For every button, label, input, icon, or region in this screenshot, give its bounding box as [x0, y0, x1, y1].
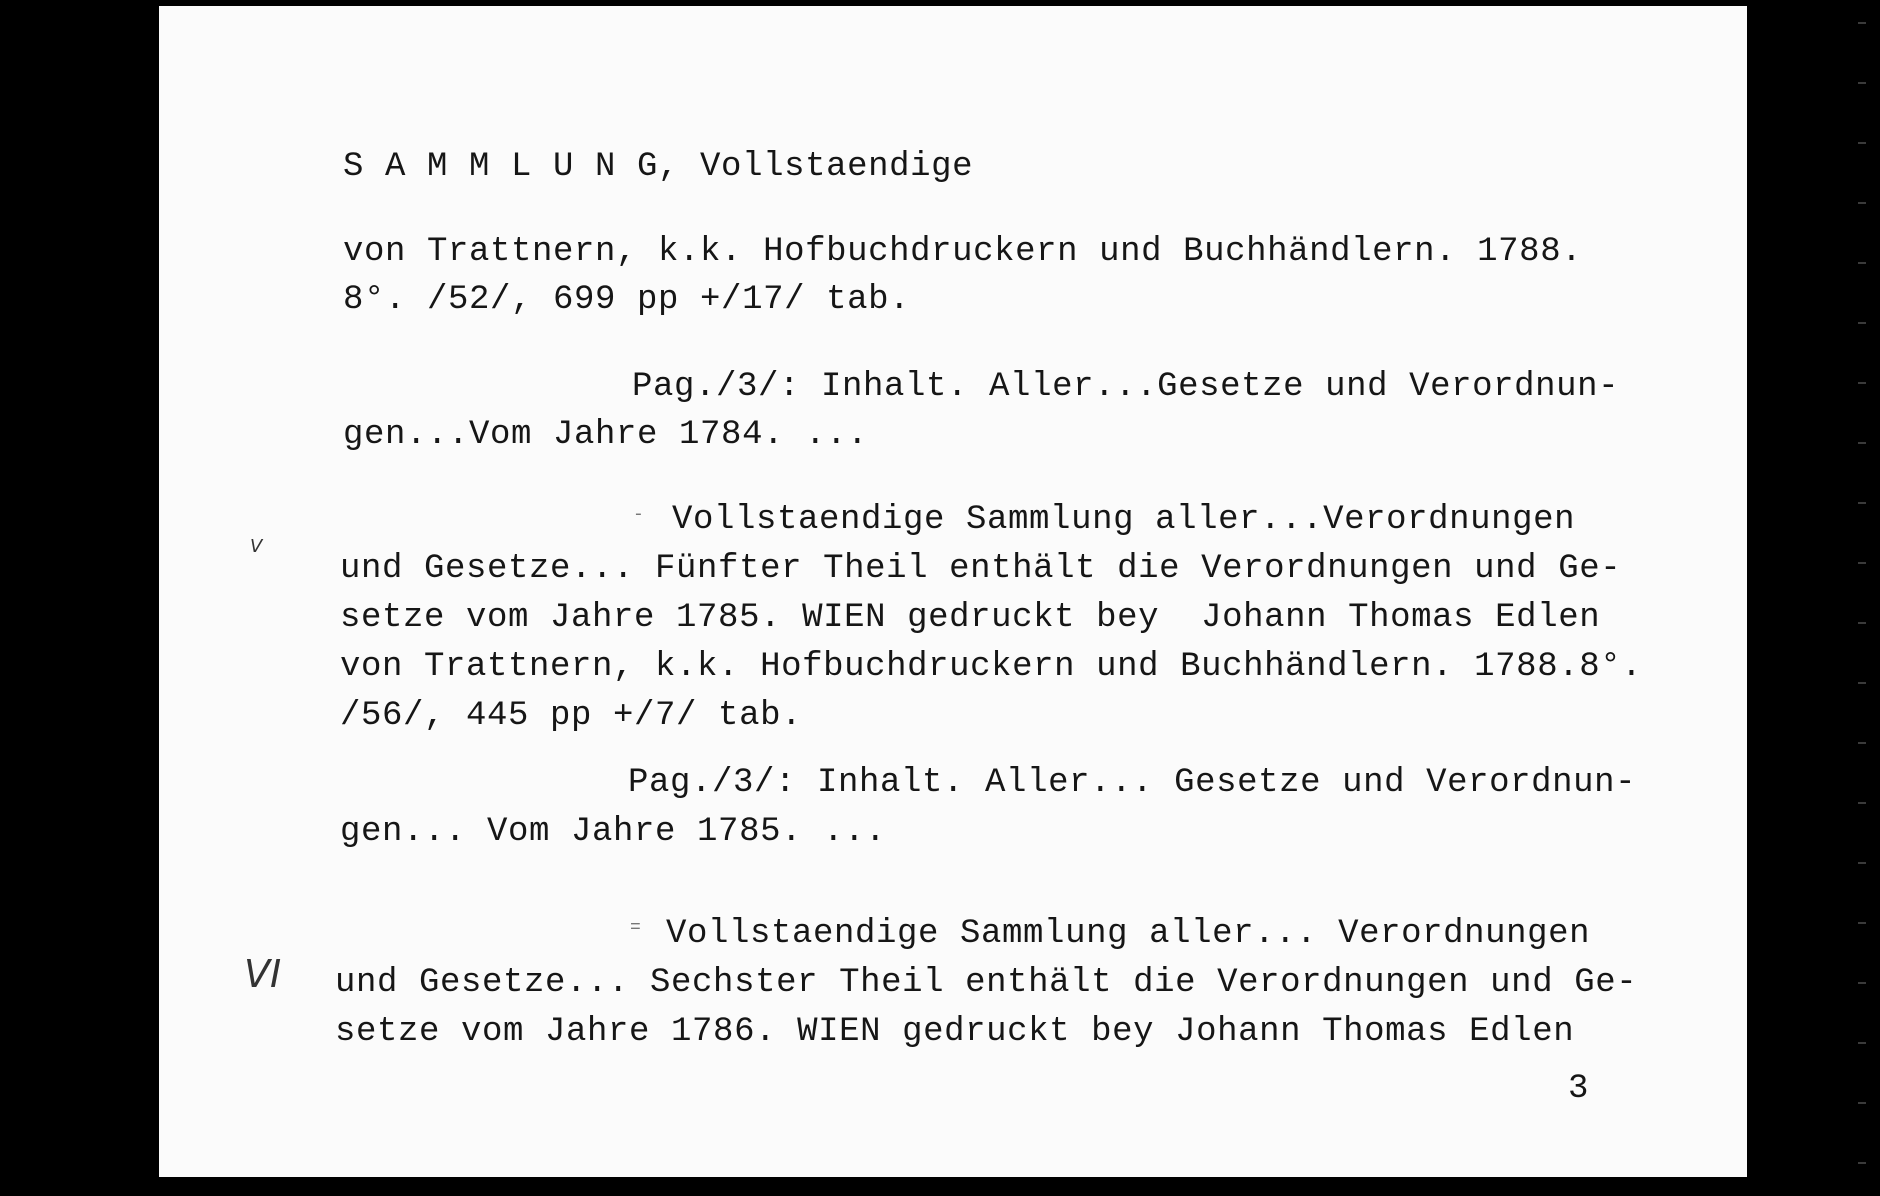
margin-note-v: V — [250, 536, 263, 557]
card-heading: S A M M L U N G, Vollstaendige — [343, 148, 974, 186]
entry-vi-line-1: Vollstaendige Sammlung aller... Verordnungen — [666, 915, 1591, 953]
dash-mark: - — [633, 505, 644, 525]
entry-v-line-3: setze vom Jahre 1785. WIEN gedruckt bey Johann Thomas Edlen — [340, 599, 1601, 637]
pagination-note-line-2: gen...Vom Jahre 1784. ... — [343, 416, 869, 454]
entry-v-line-2: und Gesetze... Fünfter Theil enthält die Verordnungen und Ge- — [340, 550, 1622, 588]
entry-v-line-4: von Trattnern, k.k. Hofbuchdruckern und Buchhändlern. 1788.8°. — [340, 648, 1643, 686]
page-number: 3 — [1568, 1070, 1589, 1108]
imprint-line-1: von Trattnern, k.k. Hofbuchdruckern und Buchhändlern. 1788. — [343, 233, 1583, 271]
pagination-note-2-line-2: gen... Vom Jahre 1785. ... — [340, 813, 887, 851]
dash-mark-2: = — [630, 918, 641, 938]
margin-note-vi: VI — [244, 952, 282, 996]
pagination-note-line-1: Pag./3/: Inhalt. Aller...Gesetze und Verordnun- — [632, 368, 1620, 406]
film-edge-marks — [1858, 0, 1866, 1196]
imprint-line-2: 8°. /52/, 699 pp +/17/ tab. — [343, 281, 911, 319]
entry-vi-line-3: setze vom Jahre 1786. WIEN gedruckt bey Johann Thomas Edlen — [335, 1013, 1575, 1051]
entry-v-line-5: /56/, 445 pp +/7/ tab. — [340, 697, 803, 735]
entry-vi-line-2: und Gesetze... Sechster Theil enthält die Verordnungen und Ge- — [335, 964, 1638, 1002]
entry-v-line-1: Vollstaendige Sammlung aller...Verordnungen — [672, 501, 1576, 539]
pagination-note-2-line-1: Pag./3/: Inhalt. Aller... Gesetze und Verordnun- — [628, 764, 1637, 802]
